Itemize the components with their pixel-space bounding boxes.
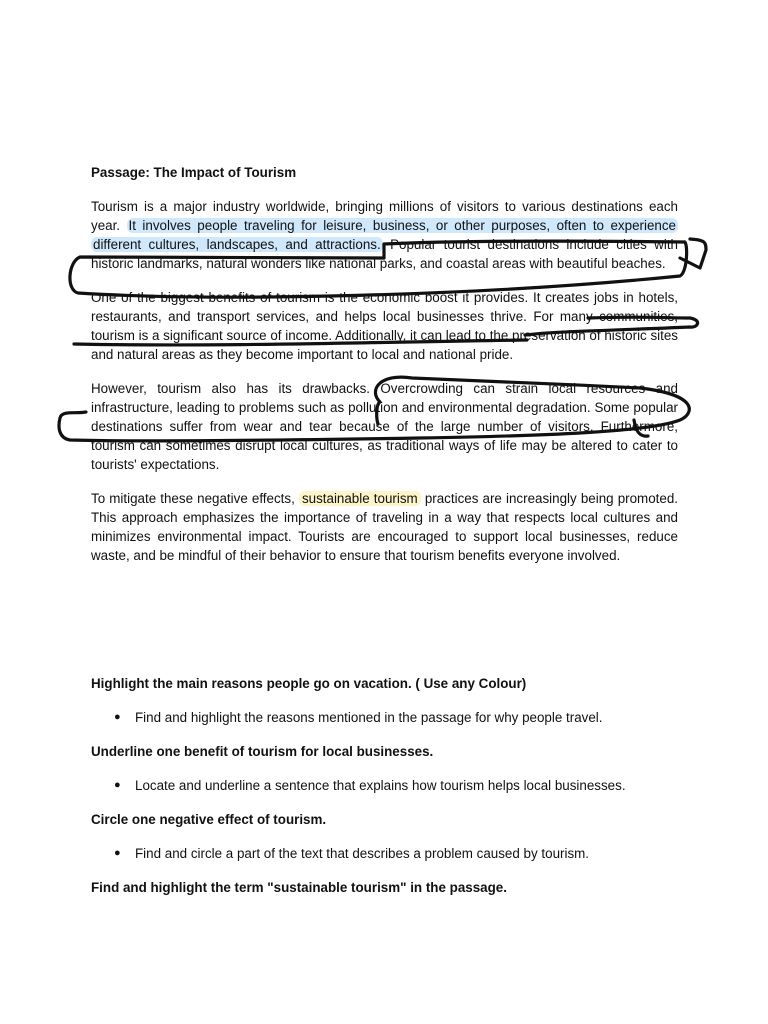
- p4-text-before: To mitigate these negative effects,: [91, 491, 295, 506]
- bullet-icon: ●: [114, 847, 121, 859]
- p1-text-after: Popular tourist destinations include cities with historic landmarks, natural wonders like national parks, and coastal areas with beautiful beaches.: [91, 237, 678, 271]
- task-2-item: [114, 776, 691, 795]
- paragraph-2: One of the biggest benefits of tourism is the economic boost it provides. It creates jobs in hotels, restaurants, and transport services, and helps local businesses thrive. For many communities, tourism is a significant source of income. Additionally, it can lead to the preservation of historic sites and natural areas as they become important to local and national pride.: [91, 290, 678, 362]
- task-list: [91, 674, 691, 897]
- task-3-text: Find and circle a part of the text that describes a problem caused by tourism.: [135, 846, 590, 861]
- task-1-item: [114, 708, 691, 727]
- passage-title: Passage: The Impact of Tourism: [91, 165, 297, 180]
- task-2-text: Locate and underline a sentence that explains how tourism helps local businesses.: [135, 778, 626, 793]
- p4-text-after: practices are increasingly being promoted. This approach emphasizes the importance of traveling in a way that respects local cultures and minimizes environmental impact. Tourists are encouraged to support local businesses, reduce waste, and be mindful of their behavior to ensure that tourism benefits everyone involved.: [91, 491, 678, 563]
- paragraph-3: However, tourism also has its drawbacks. Overcrowding can strain local resources and infrastructure, leading to problems such as pollution and environmental degradation. Some popular destinations suffer from wear and tear because of the large number of visitors. Furthermore, tourism can sometimes disrupt local cultures, as traditional ways of life may be altered to cater to tourists' expectations.: [91, 381, 678, 472]
- task-1-text: Find and highlight the reasons mentioned in the passage for why people travel.: [135, 710, 603, 725]
- bullet-icon: ●: [114, 779, 121, 791]
- task-2-heading: Underline one benefit of tourism for local businesses.: [91, 744, 434, 759]
- p1-text-before: Tourism is a major industry worldwide, bringing millions of visitors to various destinations each year.: [91, 199, 678, 233]
- paragraph-1: [91, 197, 678, 273]
- passage: [91, 163, 678, 580]
- task-3-heading: Circle one negative effect of tourism.: [91, 812, 327, 827]
- yellow-highlight: sustainable tourism: [299, 491, 421, 506]
- paragraph-4: [91, 489, 678, 565]
- task-4-heading: Find and highlight the term "sustainable tourism" in the passage.: [91, 880, 507, 895]
- task-1-heading: Highlight the main reasons people go on vacation. ( Use any Colour): [91, 676, 527, 691]
- blue-highlight: It involves people traveling for leisure, business, or other purposes, often to experience different cultures, landscapes, and attractions.: [93, 218, 676, 252]
- task-3-item: [114, 844, 691, 863]
- bullet-icon: ●: [114, 711, 121, 723]
